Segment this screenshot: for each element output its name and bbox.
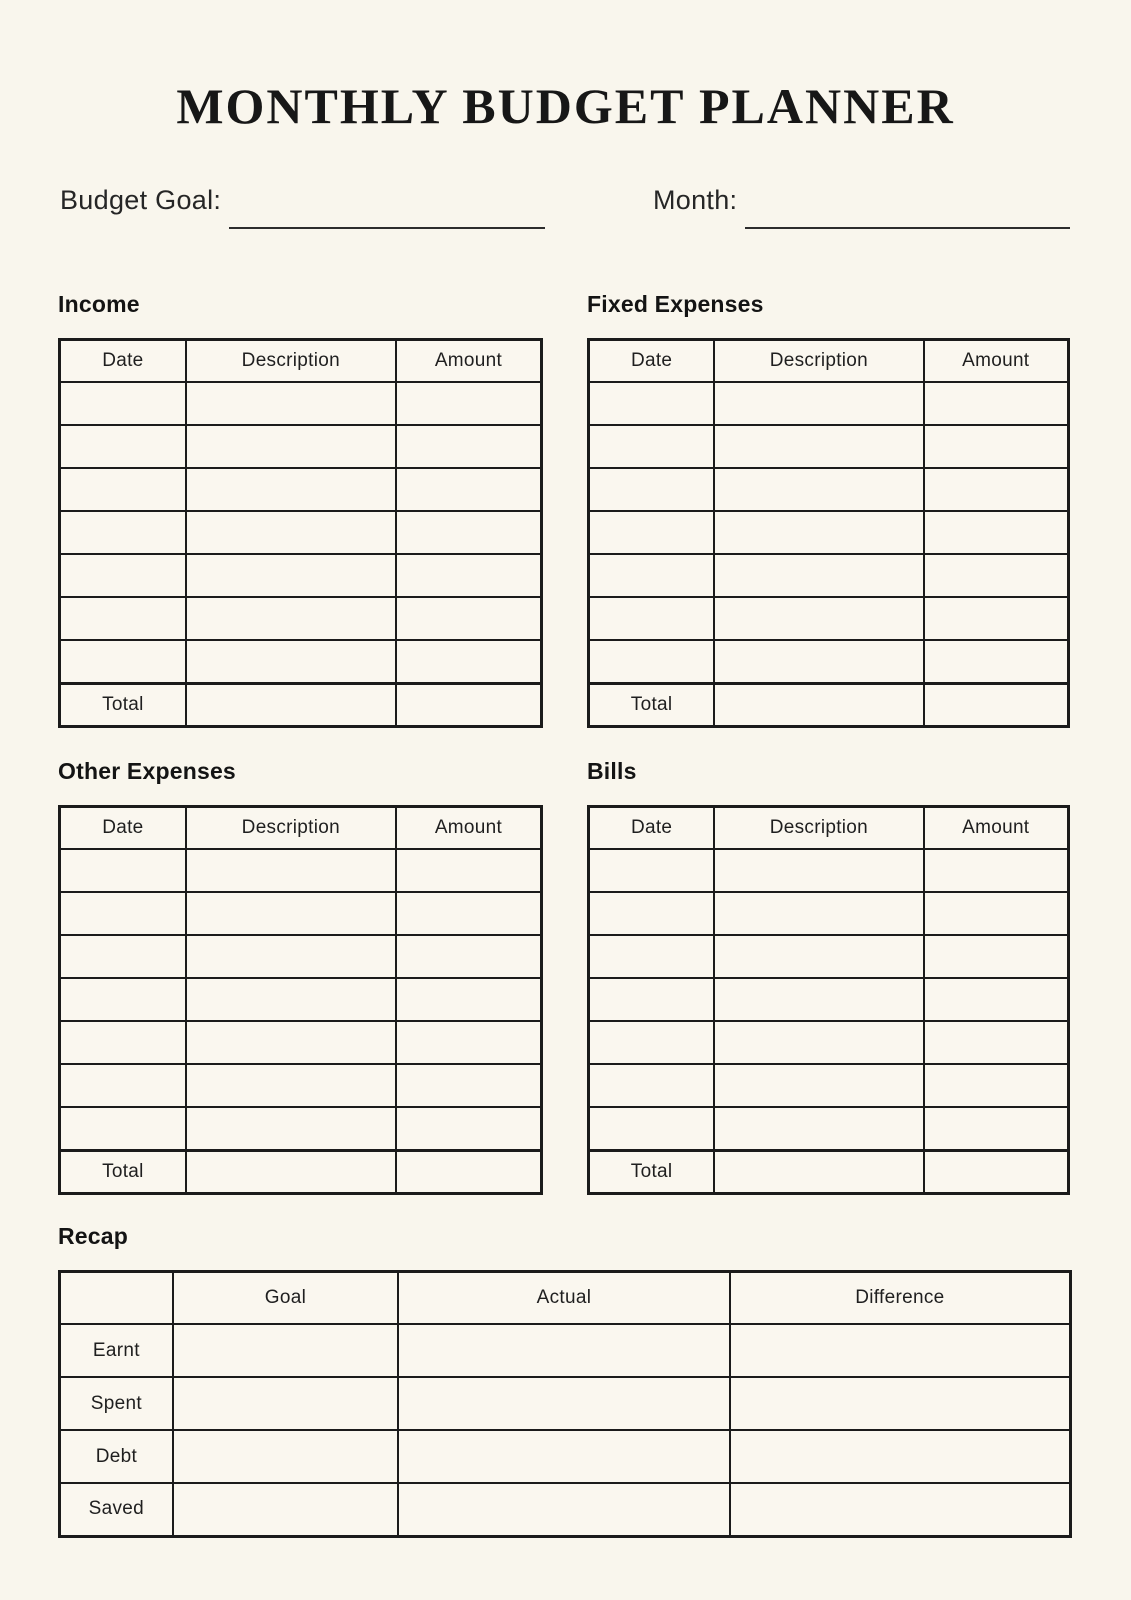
- ledger-total-row: [60, 683, 542, 726]
- total-amount-cell: [396, 1150, 542, 1193]
- recap-row-label-earnt: Earnt: [60, 1324, 173, 1377]
- ledger-empty-row: [589, 468, 1069, 511]
- ledger-empty-row: [60, 468, 542, 511]
- other-expenses-table: [58, 805, 543, 1195]
- page-title: MONTHLY BUDGET PLANNER: [176, 78, 955, 134]
- ledger-header-row: [589, 806, 1069, 849]
- empty-date-cell: [589, 935, 715, 978]
- empty-amount-cell: [396, 597, 542, 640]
- recap-earnt-actual-cell: [398, 1324, 730, 1377]
- recap-table: [58, 1270, 1072, 1538]
- recap-spent-goal-cell: [173, 1377, 398, 1430]
- empty-date-cell: [60, 1107, 186, 1150]
- empty-date-cell: [589, 597, 715, 640]
- recap-row-label-spent: Spent: [60, 1377, 173, 1430]
- empty-description-cell: [714, 1064, 923, 1107]
- column-header-description: Description: [714, 806, 923, 849]
- empty-amount-cell: [924, 849, 1069, 892]
- ledger-empty-row: [589, 1021, 1069, 1064]
- ledger-empty-row: [589, 1064, 1069, 1107]
- total-label: Total: [60, 683, 186, 726]
- empty-amount-cell: [924, 892, 1069, 935]
- empty-description-cell: [186, 554, 396, 597]
- ledger-empty-row: [60, 849, 542, 892]
- empty-description-cell: [714, 1021, 923, 1064]
- empty-description-cell: [186, 849, 396, 892]
- ledger-empty-row: [60, 935, 542, 978]
- empty-date-cell: [589, 425, 715, 468]
- ledger-empty-row: [589, 382, 1069, 425]
- empty-description-cell: [714, 640, 923, 683]
- empty-description-cell: [714, 425, 923, 468]
- ledger-empty-row: [60, 640, 542, 683]
- empty-description-cell: [186, 468, 396, 511]
- total-label: Total: [60, 1150, 186, 1193]
- total-label: Total: [589, 683, 715, 726]
- recap-header-row: [60, 1271, 1071, 1324]
- ledger-empty-row: [589, 978, 1069, 1021]
- empty-amount-cell: [924, 640, 1069, 683]
- total-label: Total: [589, 1150, 715, 1193]
- empty-amount-cell: [396, 511, 542, 554]
- recap-debt-goal-cell: [173, 1430, 398, 1483]
- empty-date-cell: [589, 978, 715, 1021]
- budget-goal-line: [229, 199, 545, 229]
- empty-description-cell: [714, 382, 923, 425]
- column-header-date: Date: [589, 339, 715, 382]
- recap-saved-goal-cell: [173, 1483, 398, 1536]
- bills-table: [587, 805, 1070, 1195]
- empty-date-cell: [60, 425, 186, 468]
- ledger-total-row: [589, 683, 1069, 726]
- ledger-empty-row: [589, 597, 1069, 640]
- recap-column-header-blank: [60, 1271, 173, 1324]
- empty-date-cell: [60, 511, 186, 554]
- empty-date-cell: [589, 511, 715, 554]
- total-description-cell: [714, 1150, 923, 1193]
- ledger-empty-row: [60, 425, 542, 468]
- empty-date-cell: [60, 1064, 186, 1107]
- empty-description-cell: [186, 892, 396, 935]
- ledger-tables-grid: [58, 291, 1070, 1195]
- ledger-header-row: [60, 339, 542, 382]
- empty-date-cell: [60, 1021, 186, 1064]
- month-label: Month:: [653, 184, 738, 215]
- ledger-empty-row: [589, 1107, 1069, 1150]
- section-title-income: Income: [58, 290, 140, 317]
- empty-date-cell: [589, 640, 715, 683]
- recap-row-label-debt: Debt: [60, 1430, 173, 1483]
- ledger-header-row: [589, 339, 1069, 382]
- empty-description-cell: [714, 468, 923, 511]
- ledger-total-row: [589, 1150, 1069, 1193]
- empty-date-cell: [589, 892, 715, 935]
- total-amount-cell: [396, 683, 542, 726]
- column-header-description: Description: [186, 806, 396, 849]
- empty-date-cell: [60, 597, 186, 640]
- recap-row-earnt: [60, 1324, 1071, 1377]
- recap-earnt-goal-cell: [173, 1324, 398, 1377]
- empty-date-cell: [60, 382, 186, 425]
- total-description-cell: [714, 683, 923, 726]
- empty-amount-cell: [396, 1107, 542, 1150]
- ledger-empty-row: [589, 640, 1069, 683]
- empty-amount-cell: [396, 468, 542, 511]
- ledger-empty-row: [589, 935, 1069, 978]
- column-header-description: Description: [714, 339, 923, 382]
- empty-description-cell: [714, 978, 923, 1021]
- empty-date-cell: [589, 1064, 715, 1107]
- section-title-recap: Recap: [58, 1222, 129, 1249]
- recap-spent-difference-cell: [730, 1377, 1071, 1430]
- empty-amount-cell: [924, 597, 1069, 640]
- empty-description-cell: [714, 597, 923, 640]
- ledger-empty-row: [60, 597, 542, 640]
- empty-amount-cell: [396, 1021, 542, 1064]
- empty-description-cell: [186, 382, 396, 425]
- column-header-date: Date: [60, 806, 186, 849]
- ledger-total-row: [60, 1150, 542, 1193]
- recap-row-spent: [60, 1377, 1071, 1430]
- empty-date-cell: [60, 554, 186, 597]
- column-header-amount: Amount: [396, 806, 542, 849]
- budget-goal-label: Budget Goal:: [60, 184, 222, 215]
- section-title-other-expenses: Other Expenses: [58, 757, 236, 784]
- total-amount-cell: [924, 1150, 1069, 1193]
- ledger-empty-row: [60, 511, 542, 554]
- section-title-bills: Bills: [587, 757, 637, 784]
- ledger-empty-row: [589, 425, 1069, 468]
- month-line: [745, 199, 1070, 229]
- column-header-amount: Amount: [396, 339, 542, 382]
- column-header-description: Description: [186, 339, 396, 382]
- income-table: [58, 338, 543, 728]
- empty-date-cell: [589, 1021, 715, 1064]
- recap-saved-difference-cell: [730, 1483, 1071, 1536]
- column-header-amount: Amount: [924, 339, 1069, 382]
- empty-date-cell: [60, 892, 186, 935]
- empty-amount-cell: [924, 511, 1069, 554]
- empty-amount-cell: [396, 640, 542, 683]
- column-header-date: Date: [589, 806, 715, 849]
- ledger-empty-row: [589, 892, 1069, 935]
- ledger-empty-row: [589, 511, 1069, 554]
- empty-date-cell: [589, 1107, 715, 1150]
- total-description-cell: [186, 1150, 396, 1193]
- empty-date-cell: [589, 554, 715, 597]
- section-other-expenses: [58, 758, 543, 1195]
- empty-amount-cell: [924, 554, 1069, 597]
- empty-description-cell: [186, 1107, 396, 1150]
- recap-column-header-actual: Actual: [398, 1271, 730, 1324]
- empty-amount-cell: [396, 935, 542, 978]
- empty-description-cell: [186, 1021, 396, 1064]
- recap-saved-actual-cell: [398, 1483, 730, 1536]
- empty-description-cell: [186, 597, 396, 640]
- fixed-expenses-table: [587, 338, 1070, 728]
- section-recap: [58, 1223, 1072, 1538]
- empty-date-cell: [589, 382, 715, 425]
- recap-earnt-difference-cell: [730, 1324, 1071, 1377]
- ledger-empty-row: [60, 892, 542, 935]
- empty-amount-cell: [924, 425, 1069, 468]
- ledger-empty-row: [589, 849, 1069, 892]
- fill-in-fields-row: [60, 185, 1070, 229]
- ledger-empty-row: [60, 554, 542, 597]
- month-field: [653, 185, 1070, 229]
- empty-date-cell: [60, 978, 186, 1021]
- empty-amount-cell: [396, 978, 542, 1021]
- ledger-header-row: [60, 806, 542, 849]
- recap-column-header-difference: Difference: [730, 1271, 1071, 1324]
- recap-row-debt: [60, 1430, 1071, 1483]
- empty-description-cell: [186, 511, 396, 554]
- empty-amount-cell: [924, 978, 1069, 1021]
- section-income: [58, 291, 543, 728]
- ledger-empty-row: [60, 1107, 542, 1150]
- ledger-empty-row: [60, 382, 542, 425]
- empty-amount-cell: [396, 554, 542, 597]
- empty-amount-cell: [924, 382, 1069, 425]
- empty-amount-cell: [396, 425, 542, 468]
- ledger-empty-row: [60, 978, 542, 1021]
- empty-description-cell: [714, 849, 923, 892]
- recap-debt-difference-cell: [730, 1430, 1071, 1483]
- empty-amount-cell: [924, 1021, 1069, 1064]
- empty-date-cell: [60, 935, 186, 978]
- empty-date-cell: [60, 468, 186, 511]
- empty-amount-cell: [396, 849, 542, 892]
- section-fixed-expenses: [587, 291, 1070, 728]
- column-header-date: Date: [60, 339, 186, 382]
- empty-amount-cell: [396, 892, 542, 935]
- empty-description-cell: [186, 640, 396, 683]
- empty-description-cell: [186, 425, 396, 468]
- empty-date-cell: [60, 640, 186, 683]
- empty-description-cell: [714, 511, 923, 554]
- empty-amount-cell: [396, 1064, 542, 1107]
- recap-spent-actual-cell: [398, 1377, 730, 1430]
- empty-date-cell: [589, 849, 715, 892]
- empty-description-cell: [714, 892, 923, 935]
- empty-description-cell: [714, 554, 923, 597]
- empty-amount-cell: [396, 382, 542, 425]
- empty-description-cell: [186, 935, 396, 978]
- empty-description-cell: [186, 978, 396, 1021]
- recap-debt-actual-cell: [398, 1430, 730, 1483]
- total-description-cell: [186, 683, 396, 726]
- empty-amount-cell: [924, 1064, 1069, 1107]
- ledger-empty-row: [60, 1064, 542, 1107]
- empty-description-cell: [714, 935, 923, 978]
- empty-description-cell: [186, 1064, 396, 1107]
- budget-goal-field: [60, 185, 545, 229]
- section-bills: [587, 758, 1070, 1195]
- ledger-empty-row: [589, 554, 1069, 597]
- recap-row-saved: [60, 1483, 1071, 1536]
- empty-amount-cell: [924, 1107, 1069, 1150]
- total-amount-cell: [924, 683, 1069, 726]
- recap-row-label-saved: Saved: [60, 1483, 173, 1536]
- ledger-empty-row: [60, 1021, 542, 1064]
- column-header-amount: Amount: [924, 806, 1069, 849]
- empty-date-cell: [60, 849, 186, 892]
- empty-amount-cell: [924, 935, 1069, 978]
- empty-date-cell: [589, 468, 715, 511]
- recap-column-header-goal: Goal: [173, 1271, 398, 1324]
- section-title-fixed-expenses: Fixed Expenses: [587, 290, 764, 317]
- empty-description-cell: [714, 1107, 923, 1150]
- empty-amount-cell: [924, 468, 1069, 511]
